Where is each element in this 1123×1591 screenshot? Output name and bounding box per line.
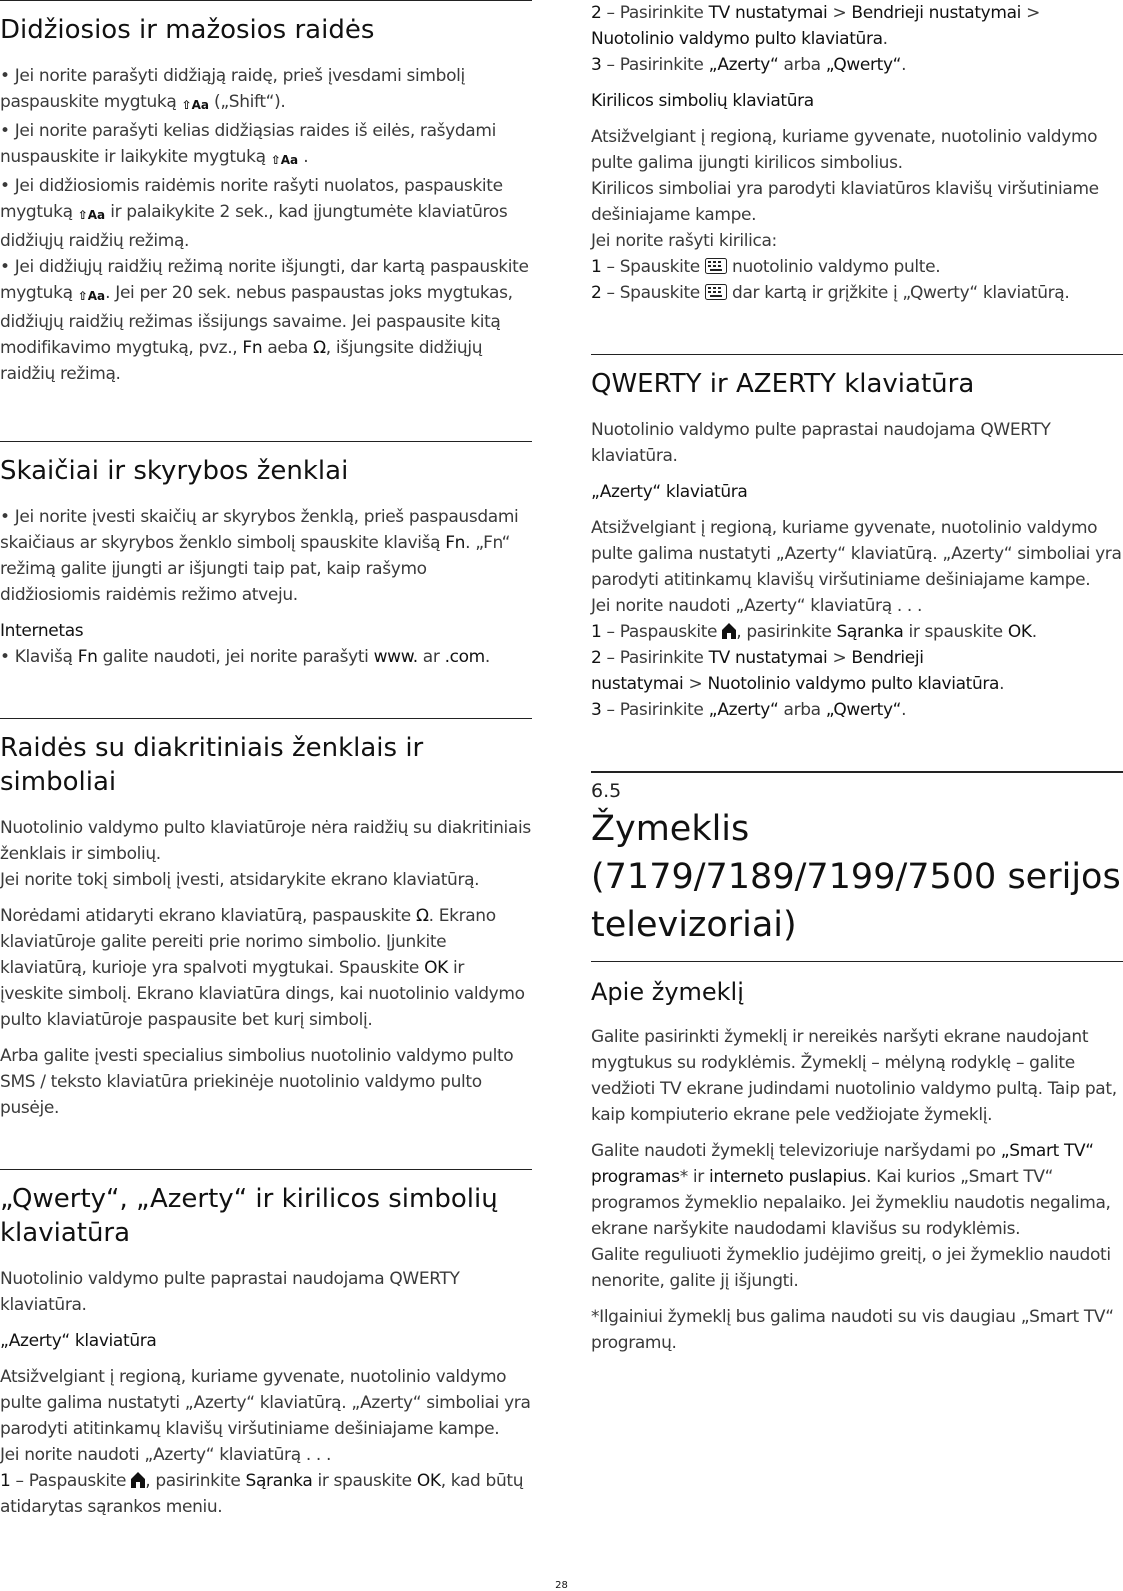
step: 1 – Spauskite nuotolinio valdymo pulte. <box>591 257 941 277</box>
section-numbers <box>0 441 532 670</box>
section-continued <box>591 0 1123 306</box>
subheading: „Azerty“ klaviatūra <box>591 482 748 502</box>
section-divider <box>0 718 532 719</box>
section-divider <box>0 441 532 442</box>
paragraph: • Jei didžiosiomis raidėmis norite rašyti nuolatos, paspauskite mygtuką ⇧Aa ir palaikykite 2 sek., kad įjungtumėte klaviatūros didžiųjų raidžių režimą. <box>0 176 508 251</box>
paragraph: *Ilgainiui žymeklį bus galima naudoti su vis daugiau „Smart TV“ programų. <box>591 1307 1114 1353</box>
paragraph: Atsižvelgiant į regioną, kuriame gyvenate, nuotolinio valdymo pulte galima nustatyti „Azerty“ klaviatūrą. „Azerty“ simboliai yra parodyti atitinkamų klavišų viršutiniame dešiniajame kampe. <box>0 1367 531 1439</box>
section-title: QWERTY ir AZERTY klaviatūra <box>591 369 975 399</box>
paragraph: Nuotolinio valdymo pulto klaviatūroje nėra raidžių su diakritiniais ženklais ir simbolių. <box>0 818 531 864</box>
paragraph: Jei norite tokį simbolį įvesti, atsidarykite ekrano klaviatūrą. <box>0 870 480 890</box>
section-title: Didžiosios ir mažosios raidės <box>0 15 375 45</box>
section-diacritics <box>0 718 532 1121</box>
section-title: „Qwerty“, „Azerty“ ir kirilicos simbolių klaviatūra <box>0 1184 498 1248</box>
step: 1 – Paspauskite , pasirinkite Sąranka ir spauskite OK. <box>591 622 1037 642</box>
chapter-number: 6.5 <box>591 780 622 802</box>
keyboard-key-icon <box>705 284 727 300</box>
section-title: Raidės su diakritiniais ženklais ir simboliai <box>0 733 424 797</box>
section-qwerty-azerty <box>591 354 1123 723</box>
chapter-title: Žymeklis (7179/7189/7199/7500 serijos televizoriai) <box>591 809 1121 945</box>
step: 3 – Pasirinkite „Azerty“ arba „Qwerty“. <box>591 55 907 75</box>
paragraph: • Jei norite parašyti kelias didžiąsias raides iš eilės, rašydami nuspauskite ir laikykite mygtuką ⇧Aa . <box>0 118 532 173</box>
right-column <box>591 0 1123 1366</box>
paragraph: Galite pasirinkti žymeklį ir nereikės naršyti ekrane naudojant mygtukus su rodyklėmis. Žymeklį – mėlyną rodyklę – galite vedžioti TV ekrane judindami nuotolinio valdymo pultą. Taip pat, kaip kompiuterio ekrane pele vedžiojate žymeklį. <box>591 1027 1117 1125</box>
section-divider <box>591 961 1123 962</box>
shift-key-icon: ⇧Aa <box>270 153 299 167</box>
paragraph: Atsižvelgiant į regioną, kuriame gyvenate, nuotolinio valdymo pulte galima nustatyti „Azerty“ klaviatūrą. „Azerty“ simboliai yra parodyti atitinkamų klavišų viršutiniame dešiniajame kampe. <box>591 518 1122 590</box>
page-number: 28 <box>555 1580 568 1591</box>
paragraph: • Jei norite parašyti didžiąją raidę, prieš įvesdami simbolį paspauskite mygtuką ⇧Aa („Shift“). <box>0 63 532 118</box>
section-uppercase <box>0 0 532 387</box>
paragraph: Galite reguliuoti žymeklio judėjimo greitį, o jei žymeklio naudoti nenorite, galite jį išjungti. <box>591 1245 1111 1291</box>
subheading: Internetas <box>0 621 84 641</box>
section-pointer <box>591 771 1123 1356</box>
step: 2 – Pasirinkite TV nustatymai > Bendrieji nustatymai > Nuotolinio valdymo pulto klaviatūra. <box>591 3 1040 49</box>
paragraph: Jei norite naudoti „Azerty“ klaviatūrą . . . <box>0 1445 332 1465</box>
paragraph: Jei norite naudoti „Azerty“ klaviatūrą . . . <box>591 596 923 616</box>
section-divider <box>0 1169 532 1170</box>
shift-key-icon: ⇧Aa <box>77 289 106 303</box>
paragraph: • Klavišą Fn galite naudoti, jei norite parašyti www. ar .com. <box>0 647 490 667</box>
paragraph: Arba galite įvesti specialius simbolius nuotolinio valdymo pulto SMS / teksto klaviatūra priekinėje nuotolinio valdymo pulto pusėje. <box>0 1046 514 1118</box>
section-divider <box>0 0 532 1</box>
paragraph: Galite naudoti žymeklį televizoriuje naršydami po „Smart TV“ programas* ir interneto puslapius. Kai kurios „Smart TV“ programos žymeklio nepalaiko. Jei žymekliu naudotis negalima, ekrane naršykite naudodami klavišus su rodyklėmis. <box>591 1141 1111 1239</box>
section-subtitle: Apie žymeklį <box>591 978 744 1006</box>
left-column <box>0 0 532 1530</box>
shift-key-icon: ⇧Aa <box>77 208 106 222</box>
paragraph: Kirilicos simboliai yra parodyti klaviatūros klavišų viršutiniame dešiniajame kampe. <box>591 179 1099 225</box>
section-qwerty-azerty-cyrillic <box>0 1169 532 1520</box>
step: 2 – Pasirinkite TV nustatymai > Bendrieji nustatymai > Nuotolinio valdymo pulto klaviatūra. <box>591 648 1005 694</box>
paragraph: • Jei norite įvesti skaičių ar skyrybos ženklą, prieš paspausdami skaičiaus ar skyrybos ženklo simbolį spauskite klavišą Fn. „Fn“ režimą galite įjungti ar išjungti taip pat, kaip rašymo didžiosiomis raidėmis režimo atveju. <box>0 507 519 605</box>
subheading: Kirilicos simbolių klaviatūra <box>591 91 814 111</box>
keyboard-key-icon <box>705 258 727 274</box>
shift-key-icon: ⇧Aa <box>181 98 209 112</box>
section-divider <box>591 354 1123 355</box>
home-icon <box>131 1472 145 1488</box>
omega-symbol: Ω <box>313 338 326 358</box>
paragraph: Nuotolinio valdymo pulte paprastai naudojama QWERTY klaviatūra. <box>591 420 1051 466</box>
omega-symbol: Ω <box>415 906 429 926</box>
step: 3 – Pasirinkite „Azerty“ arba „Qwerty“. <box>591 700 907 720</box>
paragraph: Atsižvelgiant į regioną, kuriame gyvenate, nuotolinio valdymo pulte galima įjungti kirilicos simbolius. <box>591 127 1098 173</box>
step: 2 – Spauskite dar kartą ir grįžkite į „Qwerty“ klaviatūrą. <box>591 283 1070 303</box>
step: 1 – Paspauskite , pasirinkite Sąranka ir spauskite OK, kad būtų atidarytas sąrankos meniu. <box>0 1471 524 1517</box>
paragraph: • Jei didžiųjų raidžių režimą norite išjungti, dar kartą paspauskite mygtuką ⇧Aa. Jei per 20 sek. nebus paspaustas joks mygtukas, didžiųjų raidžių režimas išsijungs savaime. Jei paspausite kitą modifikavimo mygtuką, pvz., Fn aeba Ω, išjungsite didžiųjų raidžių režimą. <box>0 257 529 384</box>
paragraph: Jei norite rašyti kirilica: <box>591 231 777 251</box>
section-title: Skaičiai ir skyrybos ženklai <box>0 456 349 486</box>
home-icon <box>722 623 736 639</box>
subheading: „Azerty“ klaviatūra <box>0 1331 157 1351</box>
paragraph: Norėdami atidaryti ekrano klaviatūrą, paspauskite Ω. Ekrano klaviatūroje galite pereiti prie norimo simbolio. Įjunkite klaviatūrą, kurioje yra spalvoti mygtukai. Spauskite OK ir įveskite simbolį. Ekrano klaviatūra dings, kai nuotolinio valdymo pulto klaviatūroje paspausite bet kurį simbolį. <box>0 906 525 1030</box>
paragraph: Nuotolinio valdymo pulte paprastai naudojama QWERTY klaviatūra. <box>0 1269 460 1315</box>
chapter-divider <box>591 771 1123 773</box>
